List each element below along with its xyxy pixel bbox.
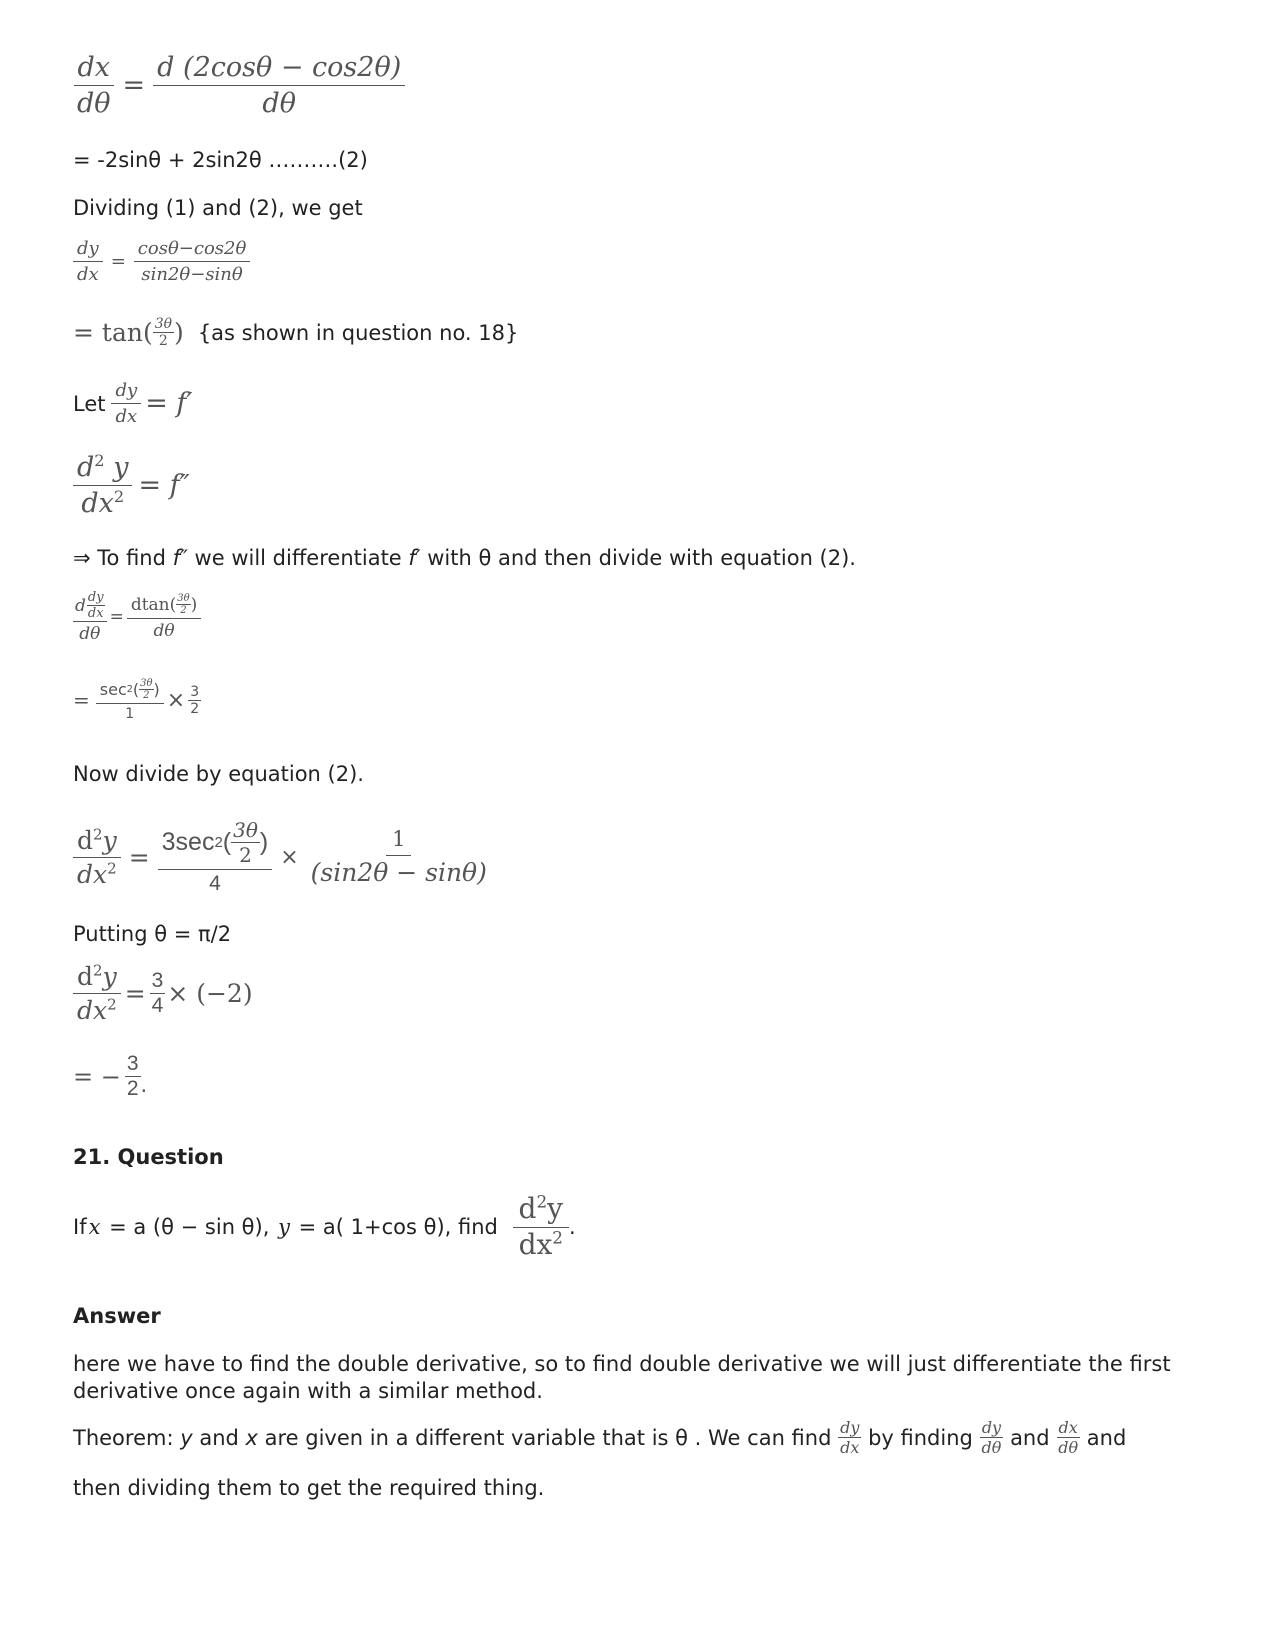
fraction-rhs <box>134 238 251 285</box>
close-paren: ) <box>190 594 198 615</box>
numerator: 3 <box>126 1052 139 1075</box>
fraction-3theta-2 <box>176 593 190 616</box>
exponent: 2 <box>552 1227 563 1248</box>
denominator: 2 <box>239 843 252 867</box>
fraction-3-4 <box>150 969 166 1018</box>
dx-symbol: dx <box>81 488 114 519</box>
denominator: dx <box>87 606 104 621</box>
line-equation-2: = -2sinθ + 2sin2θ ……….(2) <box>73 148 368 172</box>
sec-label: 3sec <box>161 828 215 856</box>
text-part: Theorem: <box>73 1425 181 1450</box>
exponent: 2 <box>94 451 105 470</box>
close-paren: ) <box>259 828 269 856</box>
equals-minus: = − <box>73 1062 121 1091</box>
open-paren: ( <box>222 828 232 856</box>
d-symbol: d <box>77 452 95 483</box>
denominator: dθ <box>981 1438 1002 1457</box>
numerator: 3 <box>190 683 200 700</box>
fraction-dy-dx <box>73 238 103 285</box>
period: . <box>569 1214 576 1239</box>
theorem-line <box>73 1418 1126 1457</box>
theorem-line-2: then dividing them to get the required thing. <box>73 1476 545 1500</box>
fraction-d2y-dx2 <box>73 826 121 889</box>
d-symbol: d <box>77 825 94 855</box>
sec-label: sec <box>99 680 127 699</box>
equation-second-derivative <box>73 452 190 519</box>
open-paren: ( <box>132 680 140 699</box>
answer-paragraph: here we have to find the double derivative, so to find double derivative we will just differentiate the first derivative once again with a similar method. <box>73 1352 1171 1403</box>
f-prime: = f′ <box>145 388 193 419</box>
equation-d2y-value <box>73 962 253 1025</box>
denominator: 2 <box>126 1077 139 1100</box>
numerator: 3 <box>151 969 164 992</box>
implies-arrow-icon: ⇒ <box>73 546 91 570</box>
fraction-sec2: sec 2 ( $\frac{3\theta}{2}$ ) 1 <box>96 678 164 722</box>
d-symbol: d <box>75 595 86 616</box>
numerator: 3θ <box>233 818 258 842</box>
dtan-prefix: dtan( <box>130 594 177 615</box>
fraction-1-over-sin <box>307 827 491 887</box>
y-variable: y <box>180 1425 193 1450</box>
x-variable: x <box>88 1214 101 1239</box>
fraction-3theta-2 <box>153 316 174 349</box>
answer-heading: Answer <box>73 1304 161 1328</box>
numerator: dx <box>1058 1418 1078 1437</box>
numerator: 3θ <box>154 316 173 332</box>
denominator: dx <box>77 264 99 285</box>
equals-sign: = <box>128 842 150 872</box>
denominator: sin2θ−sinθ <box>141 264 243 285</box>
line-dividing: Dividing (1) and (2), we get <box>73 196 363 220</box>
denominator: dθ <box>262 88 296 119</box>
denominator: dθ <box>153 621 175 641</box>
fraction-d2y-dx2 <box>73 962 121 1025</box>
close-paren: ) <box>153 680 160 699</box>
dx-symbol: dx <box>518 1228 553 1261</box>
text-part: = a( 1+cos θ), find <box>291 1214 505 1239</box>
fraction-3theta-2 <box>231 818 260 867</box>
question-text <box>73 1192 576 1261</box>
numerator: d (2cosθ − cos2θ) <box>153 52 405 86</box>
equals-sign: = <box>124 979 146 1008</box>
equals-sign: = <box>109 607 124 627</box>
question-heading: 21. Question <box>73 1145 224 1169</box>
times-sign: × <box>166 687 186 713</box>
f-prime: f′ <box>408 546 421 570</box>
numerator: dy <box>87 590 104 605</box>
equals-sign: = <box>110 251 126 272</box>
times-minus-two: × (−2) <box>167 979 253 1008</box>
fraction-dy-dtheta <box>980 1418 1004 1457</box>
period: . <box>140 1073 148 1097</box>
numerator: dy <box>840 1418 860 1437</box>
fraction-d2y-dx2 <box>73 452 132 519</box>
text-part: If <box>73 1214 87 1239</box>
fraction-rhs <box>127 593 201 641</box>
dx-symbol: dx <box>77 859 108 889</box>
denominator: dθ <box>1058 1438 1079 1457</box>
equation-result <box>73 1052 147 1101</box>
equation-d2y-general <box>73 818 491 896</box>
x-variable: x <box>245 1425 258 1450</box>
denominator: (sin2θ − sinθ) <box>310 858 487 887</box>
numerator: 3θ <box>140 678 153 689</box>
numerator: 3θ <box>177 593 190 604</box>
text-part: with θ and then divide with equation (2). <box>420 546 856 570</box>
denominator: 2 <box>143 690 150 701</box>
equals-sign: = <box>73 688 90 712</box>
exponent: 2 <box>536 1191 548 1212</box>
exponent: 2 <box>93 825 103 844</box>
fraction-d2y-dx2 <box>513 1192 569 1261</box>
text-part: and <box>1080 1425 1127 1450</box>
fraction-dx-dtheta <box>1056 1418 1080 1457</box>
inner-fraction <box>87 590 105 621</box>
reference-note: {as shown in question no. 18} <box>197 320 519 345</box>
denominator: dθ <box>77 88 111 119</box>
numerator: cosθ−cos2θ <box>134 238 251 262</box>
equation-dy-dx <box>73 238 250 285</box>
denominator: 1 <box>125 706 135 722</box>
denominator: 2 <box>190 700 200 717</box>
denominator: 2 <box>158 333 168 349</box>
text-part: by finding <box>861 1425 980 1450</box>
d-symbol: d <box>77 962 94 991</box>
exponent: 2 <box>113 487 125 506</box>
fraction-dy-dx <box>111 380 141 427</box>
numerator: dy <box>981 1418 1002 1437</box>
y-symbol: y <box>102 825 117 855</box>
denominator: dx <box>115 406 138 427</box>
line-now-divide: Now divide by equation (2). <box>73 762 364 786</box>
let-label: Let <box>73 391 106 416</box>
fraction-d-dydx-dtheta <box>73 590 107 644</box>
denominator: 2 <box>180 605 187 616</box>
fraction-3theta-2 <box>139 678 153 701</box>
fraction-dy-dx <box>838 1418 861 1457</box>
numerator: dx <box>74 52 115 86</box>
text-part: and <box>1003 1425 1057 1450</box>
equation-dx-dtheta <box>73 52 405 119</box>
y-symbol: y <box>547 1192 563 1225</box>
f-double-prime: = f″ <box>138 470 190 501</box>
equation-sec-squared <box>73 678 201 722</box>
line-to-find <box>73 544 856 572</box>
line-putting: Putting θ = π/2 <box>73 922 232 946</box>
numerator: 1 <box>386 827 411 856</box>
y-variable: y <box>278 1214 290 1239</box>
numerator: dy <box>111 380 141 404</box>
fraction-rhs <box>153 52 405 119</box>
denominator: dθ <box>79 624 101 644</box>
fraction-3-2 <box>188 684 201 717</box>
text-part: we will differentiate <box>187 546 409 570</box>
text-part: To find <box>90 546 173 570</box>
numerator: dy <box>73 238 103 262</box>
fraction-dx-dtheta <box>73 52 115 119</box>
y-symbol: y <box>104 452 129 483</box>
fraction-3sec2-4: 3sec 2 ( $\frac{3\theta}{2}$ ) 4 <box>158 818 273 896</box>
tan-prefix: = tan( <box>73 318 153 347</box>
equals-sign: = <box>122 70 146 101</box>
denominator: 4 <box>209 872 221 895</box>
denominator: 4 <box>151 994 164 1017</box>
exponent: 2 <box>107 859 117 878</box>
equation-let <box>73 380 193 427</box>
y-symbol: y <box>102 962 117 991</box>
equation-tan <box>73 316 518 349</box>
dx-symbol: dx <box>77 996 108 1025</box>
fraction-3-2 <box>125 1052 141 1101</box>
tan-suffix: ) <box>174 318 184 347</box>
text-part: and <box>192 1425 246 1450</box>
equation-differentiate <box>73 590 201 644</box>
text-part: = a (θ − sin θ), <box>102 1214 277 1239</box>
denominator: dx <box>840 1438 860 1457</box>
exponent: 2 <box>93 961 103 980</box>
f-double-prime: f″ <box>172 546 188 570</box>
text-part: are given in a different variable that is θ . We can find <box>257 1425 839 1450</box>
exponent: 2 <box>107 995 117 1014</box>
times-sign: × <box>280 844 299 870</box>
d-symbol: d <box>518 1192 537 1225</box>
